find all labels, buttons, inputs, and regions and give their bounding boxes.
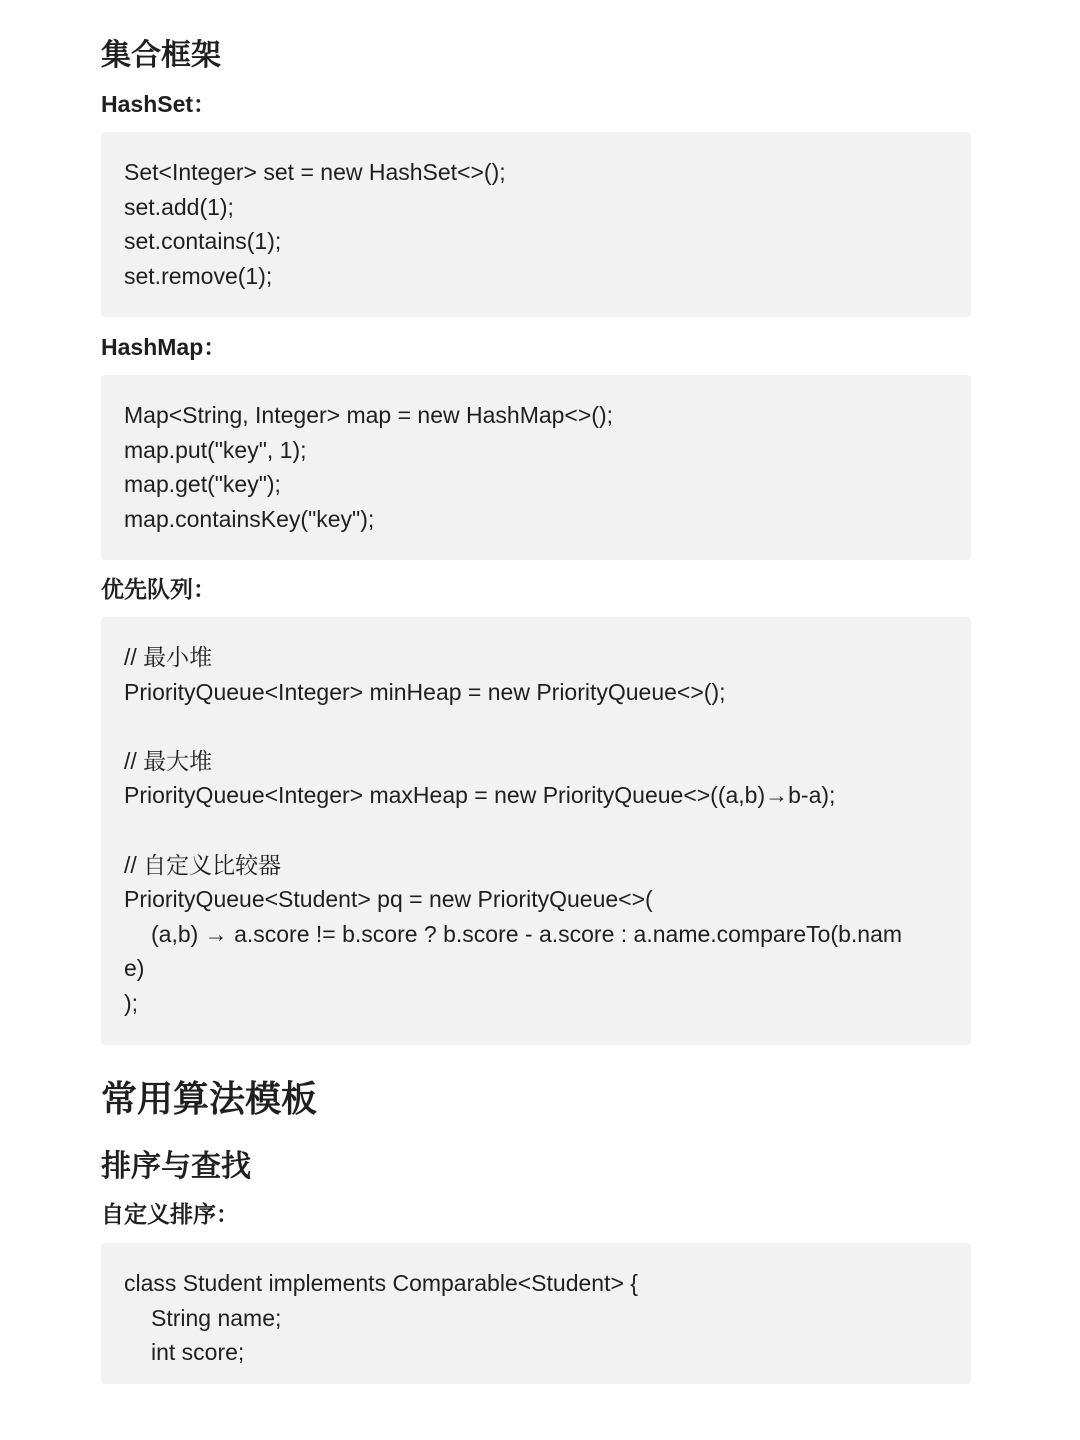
section-title-collections: 集合框架 <box>101 39 221 72</box>
code-line: class Student implements Comparable<Student> { <box>124 1270 638 1296</box>
section-title-algorithms: 常用算法模板 <box>101 1078 318 1119</box>
hashset-code-block <box>101 132 971 317</box>
code-line: map.containsKey("key"); <box>124 505 375 532</box>
code-line: String name; <box>151 1304 282 1331</box>
code-blank-line <box>124 813 948 848</box>
subsection-title-sort-search: 排序与查找 <box>101 1150 251 1183</box>
code-line: map.put("key", 1); <box>124 436 307 463</box>
code-line: PriorityQueue<Integer> maxHeap = new PriorityQueue<>((a,b)→b-a); <box>124 782 836 809</box>
code-line: (a,b) → a.score != b.score ? b.score - a.score : a.name.compareTo(b.nam <box>151 920 903 947</box>
code-line: ); <box>124 989 139 1016</box>
code-line: PriorityQueue<Integer> minHeap = new PriorityQueue<>(); <box>124 678 726 705</box>
custom-sort-code-block <box>101 1243 971 1384</box>
code-comment: // 自定义比较器 <box>124 851 282 878</box>
code-comment: // 最小堆 <box>124 644 213 670</box>
code-line: set.remove(1); <box>124 262 273 289</box>
code-line: Map<String, Integer> map = new HashMap<>(); <box>124 402 614 428</box>
code-line: e) <box>124 955 145 982</box>
custom-sort-label: 自定义排序： <box>101 1201 239 1227</box>
code-line: map.get("key"); <box>124 471 281 498</box>
hashmap-code-block <box>101 375 971 560</box>
priority-queue-label: 优先队列： <box>101 576 216 602</box>
code-comment: // 最大堆 <box>124 747 213 774</box>
code-line: set.contains(1); <box>124 228 282 255</box>
code-line: Set<Integer> set = new HashSet<>(); <box>124 159 506 185</box>
code-line: PriorityQueue<Student> pq = new PriorityQueue<>( <box>124 886 653 913</box>
hashmap-label: HashMap： <box>101 334 227 360</box>
hashset-label: HashSet： <box>101 91 217 117</box>
priority-queue-code-block <box>101 617 971 1045</box>
code-blank-line <box>124 709 948 744</box>
code-line: int score; <box>151 1339 245 1366</box>
code-line: set.add(1); <box>124 193 234 220</box>
